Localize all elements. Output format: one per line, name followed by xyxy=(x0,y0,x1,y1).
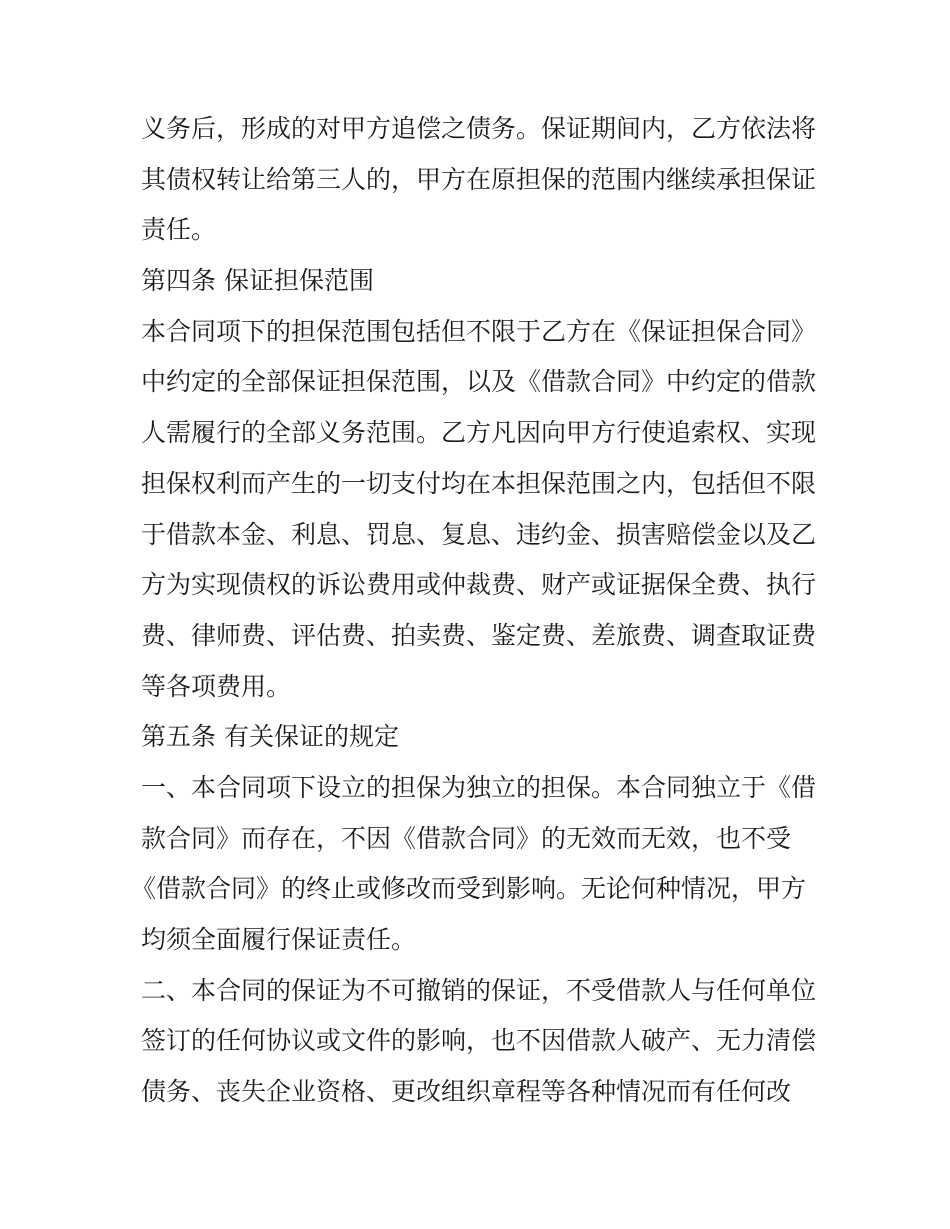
section-heading-article-5: 第五条 有关保证的规定 xyxy=(141,722,399,752)
text-line: 担保权利而产生的一切支付均在本担保范围之内，包括但不限 xyxy=(141,468,817,498)
text-line: 费、律师费、评估费、拍卖费、鉴定费、差旅费、调查取证费 xyxy=(141,620,817,650)
text-line: 人需履行的全部义务范围。乙方凡因向甲方行使追索权、实现 xyxy=(141,418,817,448)
text-line: 中约定的全部保证担保范围，以及《借款合同》中约定的借款 xyxy=(141,367,817,397)
section-heading-article-4: 第四条 保证担保范围 xyxy=(141,266,374,296)
document-body xyxy=(131,104,821,1118)
text-line: 方为实现债权的诉讼费用或仲裁费、财产或证据保全费、执行 xyxy=(141,570,817,600)
text-line: 签订的任何协议或文件的影响，也不因借款人破产、无力清偿 xyxy=(141,1026,817,1056)
text-line: 其债权转让给第三人的，甲方在原担保的范围内继续承担保证 xyxy=(141,164,817,194)
text-line: 责任。 xyxy=(141,215,217,245)
text-line: 一、本合同项下设立的担保为独立的担保。本合同独立于《借 xyxy=(141,772,817,802)
text-line: 本合同项下的担保范围包括但不限于乙方在《保证担保合同》 xyxy=(141,316,817,346)
text-line: 均须全面履行保证责任。 xyxy=(141,925,417,954)
text-line: 款合同》而存在，不因《借款合同》的无效而无效，也不受 xyxy=(141,823,792,853)
text-line: 等各项费用。 xyxy=(141,671,292,701)
text-line: 二、本合同的保证为不可撤销的保证，不受借款人与任何单位 xyxy=(141,975,817,1005)
text-line: 于借款本金、利息、罚息、复息、违约金、损害赔偿金以及乙 xyxy=(141,519,817,549)
text-line: 《借款合同》的终止或修改而受到影响。无论何种情况，甲方 xyxy=(131,874,807,904)
text-line: 债务、丧失企业资格、更改组织章程等各种情况而有任何改 xyxy=(141,1077,792,1107)
text-line: 义务后，形成的对甲方追偿之债务。保证期间内，乙方依法将 xyxy=(141,114,817,143)
